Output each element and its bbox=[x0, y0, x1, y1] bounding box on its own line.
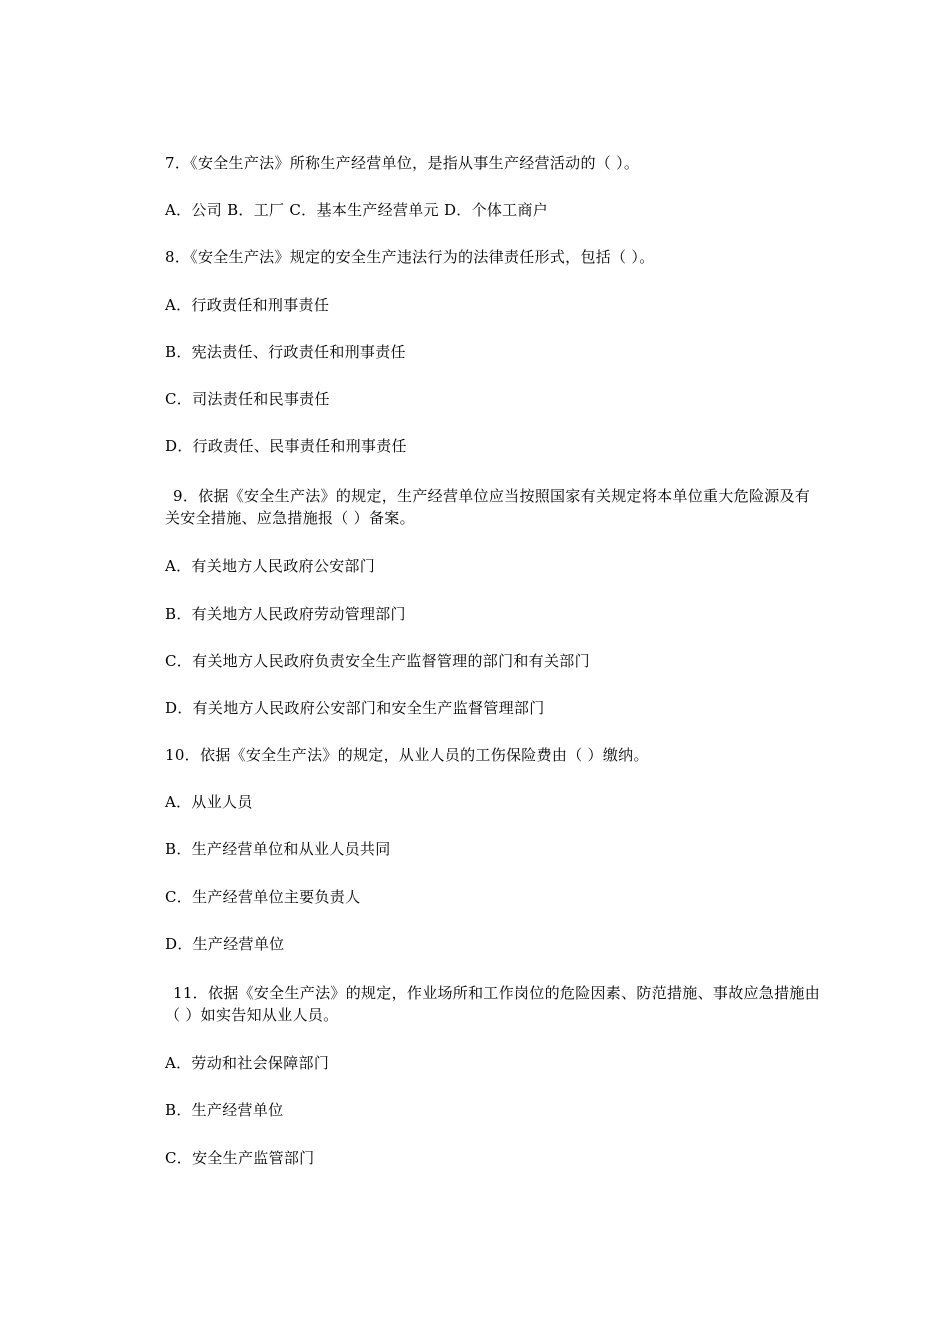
question-8-option-b: B．宪法责任、行政责任和刑事责任 bbox=[165, 343, 406, 361]
question-7-options: A．公司 B．工厂 C．基本生产经营单元 D．个体工商户 bbox=[165, 201, 549, 219]
question-8-option-a: A．行政责任和刑事责任 bbox=[165, 296, 330, 314]
question-8: 8．《安全生产法》规定的安全生产违法行为的法律责任形式，包括（ ）。 bbox=[165, 248, 655, 266]
question-11-option-b: B．生产经营单位 bbox=[165, 1101, 284, 1119]
question-10-option-d: D．生产经营单位 bbox=[165, 935, 285, 953]
question-11-option-c: C．安全生产监管部门 bbox=[165, 1149, 315, 1167]
question-9-option-c: C．有关地方人民政府负责安全生产监督管理的部门和有关部门 bbox=[165, 652, 590, 670]
question-9-option-d: D．有关地方人民政府公安部门和安全生产监督管理部门 bbox=[165, 699, 545, 717]
question-9-option-a: A．有关地方人民政府公安部门 bbox=[165, 557, 376, 575]
question-8-option-d: D．行政责任、民事责任和刑事责任 bbox=[165, 437, 407, 455]
question-11-option-a: A．劳动和社会保障部门 bbox=[165, 1054, 330, 1072]
question-11: 11．依据《安全生产法》的规定，作业场所和工作岗位的危险因素、防范措施、事故应急措施由（ ）如实告知从业人员。 bbox=[165, 984, 820, 1024]
question-10: 10．依据《安全生产法》的规定，从业人员的工伤保险费由（ ）缴纳。 bbox=[165, 746, 649, 764]
question-10-option-c: C．生产经营单位主要负责人 bbox=[165, 888, 361, 906]
question-9-option-b: B．有关地方人民政府劳动管理部门 bbox=[165, 605, 406, 623]
question-9: 9．依据《安全生产法》的规定，生产经营单位应当按照国家有关规定将本单位重大危险源及有关安全措施、应急措施报（ ）备案。 bbox=[165, 487, 811, 527]
question-8-option-c: C．司法责任和民事责任 bbox=[165, 390, 330, 408]
question-10-option-b: B．生产经营单位和从业人员共同 bbox=[165, 840, 391, 858]
question-10-option-a: A．从业人员 bbox=[165, 793, 253, 811]
question-7: 7．《安全生产法》所称生产经营单位，是指从事生产经营活动的（ ）。 bbox=[165, 154, 640, 172]
